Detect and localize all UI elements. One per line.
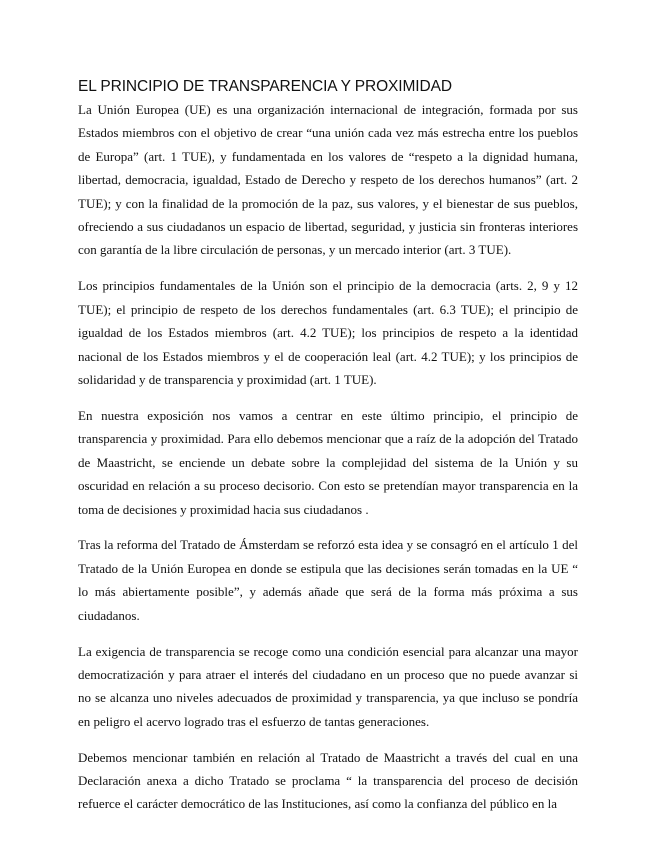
paragraph-3: En nuestra exposición nos vamos a centrar en este último principio, el principio de transparencia y proximidad. Para ello debemos mencionar que a raíz de la adopción del Tratado de Maastricht, se enciende un debate sobre la complejidad del sistema de la Unión y su oscuridad en relación a su proceso decisorio. Con esto se pretendían mayor transparencia en la toma de decisiones y proximidad hacia sus ciudadanos . bbox=[78, 407, 578, 517]
paragraph-2: Los principios fundamentales de la Unión son el principio de la democracia (arts. 2, 9 y 12 TUE); el principio de respeto de los derechos fundamentales (art. 6.3 TUE); el principio de igualdad de los Estados miembros (art. 4.2 TUE); los principios de respeto a la identidad nacional de los Estados miembros y el de cooperación leal (art. 4.2 TUE); y los principios de solidaridad y de transparencia y proximidad (art. 1 TUE). bbox=[78, 278, 578, 387]
paragraph-1: La Unión Europea (UE) es una organización internacional de integración, formada por sus Estados miembros con el objetivo de crear “una unión cada vez más estrecha entre los pueblos de Europa” (art. 1 TUE), y fundamentada en los valores de “respeto a la dignidad humana, libertad, democracia, igualdad, Estado de Derecho y respeto de los derechos humanos” (art. 2 TUE); y con la finalidad de la promoción de la paz, sus valores, y el bienestar de sus pueblos, ofreciendo a sus ciudadanos un espacio de libertad, seguridad, y justicia sin fronteras interiores con garantía de la libre circulación de personas, y un mercado interior (art. 3 TUE). bbox=[78, 102, 578, 258]
document-title: EL PRINCIPIO DE TRANSPARENCIA Y PROXIMIDAD bbox=[78, 78, 452, 95]
paragraph-4: Tras la reforma del Tratado de Ámsterdam se reforzó esta idea y se consagró en el artículo 1 del Tratado de la Unión Europea en donde se estipula que las decisiones serán tomadas en la UE “ lo más abiertamente posible”, y además añade que será de la forma más próxima a sus ciudadanos. bbox=[78, 537, 578, 623]
document-page bbox=[78, 76, 578, 828]
paragraph-5: La exigencia de transparencia se recoge como una condición esencial para alcanzar una mayor democratización y para atraer el interés del ciudadano en un proceso que no puede avanzar si no se alcanza uno niveles adecuados de proximidad y transparencia, ya que incluso se pondría en peligro el acervo logrado tras el esfuerzo de tantas generaciones. bbox=[78, 643, 578, 729]
paragraph-6: Debemos mencionar también en relación al Tratado de Maastricht a través del cual en una Declaración anexa a dicho Tratado se proclama “ la transparencia del proceso de decisión refuerce el carácter democrático de las Instituciones, así como la confianza del público en la bbox=[78, 749, 578, 812]
